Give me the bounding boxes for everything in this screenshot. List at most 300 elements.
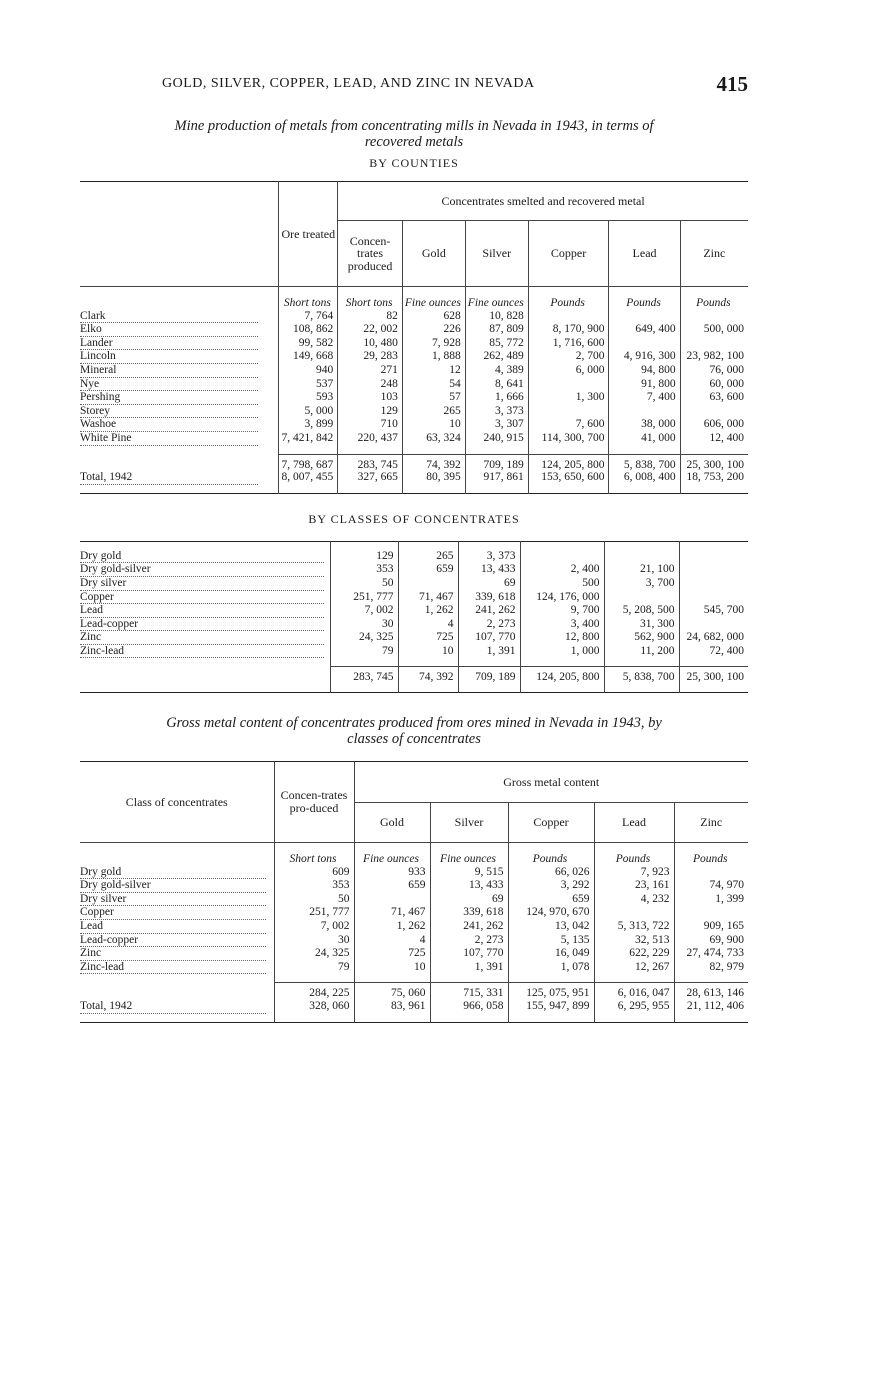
- document-page: [80, 72, 748, 1023]
- row-label: Storey: [80, 405, 258, 419]
- value-cell: 339, 618: [458, 591, 520, 605]
- value-cell: 1, 399: [674, 893, 748, 907]
- value-cell: 8, 641: [465, 378, 528, 392]
- row-label: Lander: [80, 337, 258, 351]
- value-cell: 283, 745: [338, 454, 403, 471]
- value-cell: 6, 295, 955: [594, 1000, 674, 1014]
- row-label: Mineral: [80, 364, 258, 378]
- value-cell: 1, 262: [354, 920, 430, 934]
- row-label: Copper: [80, 591, 324, 605]
- value-cell: 4, 232: [594, 893, 674, 907]
- table2-gross-metal-content: [80, 761, 748, 1023]
- value-cell: 241, 262: [458, 604, 520, 618]
- value-cell: 21, 112, 406: [674, 1000, 748, 1014]
- value-cell: [354, 893, 430, 907]
- row-label: Dry silver: [80, 893, 266, 907]
- value-cell: 75, 060: [354, 983, 430, 1000]
- value-cell: 7, 600: [528, 418, 609, 432]
- value-cell: 940: [279, 364, 338, 378]
- value-cell: 7, 928: [402, 337, 465, 351]
- value-cell: 5, 838, 700: [604, 667, 679, 684]
- value-cell: 25, 300, 100: [680, 454, 748, 471]
- value-cell: 241, 262: [430, 920, 508, 934]
- row-label: Clark: [80, 310, 258, 324]
- value-cell: 103: [338, 391, 403, 405]
- value-cell: 12, 800: [520, 631, 604, 645]
- unit-cell: Pounds: [594, 843, 674, 866]
- value-cell: 69: [430, 893, 508, 907]
- value-cell: 41, 000: [609, 432, 680, 446]
- value-cell: 54: [402, 378, 465, 392]
- unit-cell: Fine ounces: [430, 843, 508, 866]
- value-cell: [594, 906, 674, 920]
- table1-caption-line1: Mine production of metals from concentrating mills in Nevada in 1943, in terms of: [174, 118, 654, 134]
- value-cell: 709, 189: [458, 667, 520, 684]
- value-cell: 1, 078: [508, 961, 594, 975]
- value-cell: [679, 563, 748, 577]
- value-cell: 1, 391: [430, 961, 508, 975]
- value-cell: 2, 700: [528, 350, 609, 364]
- value-cell: 262, 489: [465, 350, 528, 364]
- value-cell: [528, 405, 609, 419]
- value-cell: 28, 613, 146: [674, 983, 748, 1000]
- value-cell: 107, 770: [430, 947, 508, 961]
- page-number: 415: [716, 72, 748, 96]
- unit-cell: Short tons: [338, 287, 403, 310]
- header-gold: Gold: [402, 221, 465, 287]
- value-cell: 74, 970: [674, 879, 748, 893]
- value-cell: 593: [279, 391, 338, 405]
- value-cell: 3, 899: [279, 418, 338, 432]
- value-cell: 149, 668: [279, 350, 338, 364]
- value-cell: 38, 000: [609, 418, 680, 432]
- table1-caption: [80, 118, 748, 150]
- value-cell: [609, 310, 680, 324]
- total-1942-row: [80, 471, 748, 485]
- value-cell: 94, 800: [609, 364, 680, 378]
- value-cell: [680, 310, 748, 324]
- class-rows: [80, 866, 748, 975]
- unit-cell: Pounds: [528, 287, 609, 310]
- value-cell: [398, 577, 458, 591]
- value-cell: 7, 923: [594, 866, 674, 880]
- row-label: Zinc-lead: [80, 961, 266, 975]
- table-row: [80, 337, 748, 351]
- row-label: Lincoln: [80, 350, 258, 364]
- value-cell: 1, 300: [528, 391, 609, 405]
- value-cell: 7, 400: [609, 391, 680, 405]
- value-cell: 353: [330, 563, 398, 577]
- value-cell: 4, 389: [465, 364, 528, 378]
- header-silver: Silver: [430, 803, 508, 843]
- header-group: Concentrates smelted and recovered metal: [338, 182, 748, 221]
- table2-total-row: [80, 983, 748, 1000]
- row-label: Nye: [80, 378, 258, 392]
- value-cell: 7, 764: [279, 310, 338, 324]
- header-zinc: Zinc: [680, 221, 748, 287]
- row-label: Lead: [80, 604, 324, 618]
- table1-by-counties: [80, 181, 748, 494]
- value-cell: 10: [354, 961, 430, 975]
- value-cell: [609, 337, 680, 351]
- unit-cell: Fine ounces: [465, 287, 528, 310]
- value-cell: 8, 007, 455: [279, 471, 338, 485]
- row-label: Copper: [80, 906, 266, 920]
- table-row: [80, 866, 748, 880]
- table2-caption: [80, 715, 748, 747]
- value-cell: 659: [508, 893, 594, 907]
- value-cell: 5, 000: [279, 405, 338, 419]
- value-cell: 5, 135: [508, 934, 594, 948]
- table-row: [80, 920, 748, 934]
- header-zinc: Zinc: [674, 803, 748, 843]
- value-cell: 226: [402, 323, 465, 337]
- table-row: [80, 364, 748, 378]
- value-cell: 966, 058: [430, 1000, 508, 1014]
- value-cell: 5, 313, 722: [594, 920, 674, 934]
- value-cell: 124, 205, 800: [520, 667, 604, 684]
- table-row: [80, 550, 748, 564]
- section-by-counties: BY COUNTIES: [369, 156, 459, 170]
- value-cell: 284, 225: [274, 983, 354, 1000]
- value-cell: 353: [274, 879, 354, 893]
- row-label: Lead: [80, 920, 266, 934]
- value-cell: 265: [398, 550, 458, 564]
- value-cell: 12, 400: [680, 432, 748, 446]
- value-cell: [604, 550, 679, 564]
- value-cell: 500: [520, 577, 604, 591]
- table-row: [80, 350, 748, 364]
- value-cell: 3, 373: [458, 550, 520, 564]
- value-cell: [680, 405, 748, 419]
- value-cell: 74, 392: [398, 667, 458, 684]
- value-cell: 114, 300, 700: [528, 432, 609, 446]
- value-cell: [674, 866, 748, 880]
- value-cell: 30: [330, 618, 398, 632]
- value-cell: 63, 600: [680, 391, 748, 405]
- value-cell: 60, 000: [680, 378, 748, 392]
- value-cell: [528, 378, 609, 392]
- table-row: [80, 577, 748, 591]
- value-cell: 107, 770: [458, 631, 520, 645]
- header-gross-metal-content: Gross metal content: [354, 762, 748, 803]
- table-row: [80, 604, 748, 618]
- county-total-row: [80, 454, 748, 471]
- row-label: Dry silver: [80, 577, 324, 591]
- value-cell: 265: [402, 405, 465, 419]
- value-cell: 659: [398, 563, 458, 577]
- table-row: [80, 405, 748, 419]
- table1-by-classes: [80, 541, 748, 693]
- table-row: [80, 645, 748, 659]
- value-cell: 29, 283: [338, 350, 403, 364]
- value-cell: [520, 550, 604, 564]
- value-cell: 25, 300, 100: [679, 667, 748, 684]
- value-cell: 82, 979: [674, 961, 748, 975]
- value-cell: 917, 861: [465, 471, 528, 485]
- table-row: [80, 618, 748, 632]
- running-title: GOLD, SILVER, COPPER, LEAD, AND ZINC IN NEVADA: [162, 76, 535, 91]
- value-cell: 328, 060: [274, 1000, 354, 1014]
- value-cell: 10: [402, 418, 465, 432]
- table-row: [80, 591, 748, 605]
- value-cell: 8, 170, 900: [528, 323, 609, 337]
- value-cell: 500, 000: [680, 323, 748, 337]
- value-cell: 659: [354, 879, 430, 893]
- value-cell: 9, 515: [430, 866, 508, 880]
- value-cell: 13, 433: [430, 879, 508, 893]
- value-cell: 13, 042: [508, 920, 594, 934]
- value-cell: 339, 618: [430, 906, 508, 920]
- table2-caption-line2: classes of concentrates: [347, 731, 481, 748]
- table-row: [80, 378, 748, 392]
- value-cell: 251, 777: [330, 591, 398, 605]
- value-cell: [679, 591, 748, 605]
- value-cell: 11, 200: [604, 645, 679, 659]
- value-cell: 10, 828: [465, 310, 528, 324]
- value-cell: 1, 666: [465, 391, 528, 405]
- value-cell: 2, 273: [430, 934, 508, 948]
- value-cell: 79: [330, 645, 398, 659]
- value-cell: 609: [274, 866, 354, 880]
- row-label: White Pine: [80, 432, 258, 446]
- header-concentrates-produced: Concen-trates pro-duced: [274, 762, 354, 843]
- value-cell: 79: [274, 961, 354, 975]
- value-cell: 4: [398, 618, 458, 632]
- value-cell: 240, 915: [465, 432, 528, 446]
- value-cell: 537: [279, 378, 338, 392]
- table-row: [80, 934, 748, 948]
- value-cell: 129: [330, 550, 398, 564]
- header-concentrates: Concen-trates produced: [338, 221, 403, 287]
- table-row: [80, 906, 748, 920]
- value-cell: 82: [338, 310, 403, 324]
- value-cell: 933: [354, 866, 430, 880]
- header-lead: Lead: [594, 803, 674, 843]
- value-cell: 220, 437: [338, 432, 403, 446]
- row-label: Dry gold: [80, 866, 266, 880]
- value-cell: [528, 310, 609, 324]
- row-label: Zinc: [80, 631, 324, 645]
- table-row: [80, 418, 748, 432]
- value-cell: 327, 665: [338, 471, 403, 485]
- units-row: [80, 843, 748, 866]
- value-cell: 24, 682, 000: [679, 631, 748, 645]
- value-cell: 99, 582: [279, 337, 338, 351]
- unit-cell: Short tons: [279, 287, 338, 310]
- value-cell: 1, 391: [458, 645, 520, 659]
- value-cell: 80, 395: [402, 471, 465, 485]
- row-label: Pershing: [80, 391, 258, 405]
- header-gold: Gold: [354, 803, 430, 843]
- value-cell: 129: [338, 405, 403, 419]
- header-class-of-concentrates: Class of concentrates: [80, 762, 274, 843]
- value-cell: 4: [354, 934, 430, 948]
- value-cell: 24, 325: [274, 947, 354, 961]
- value-cell: 69, 900: [674, 934, 748, 948]
- value-cell: 27, 474, 733: [674, 947, 748, 961]
- table2-total-1942-row: [80, 1000, 748, 1014]
- value-cell: 155, 947, 899: [508, 1000, 594, 1014]
- value-cell: 5, 838, 700: [609, 454, 680, 471]
- header-ore-treated: Ore treated: [279, 182, 338, 287]
- value-cell: 18, 753, 200: [680, 471, 748, 485]
- unit-cell: Short tons: [274, 843, 354, 866]
- value-cell: 3, 400: [520, 618, 604, 632]
- value-cell: 1, 888: [402, 350, 465, 364]
- table-row: [80, 947, 748, 961]
- header-lead: Lead: [609, 221, 680, 287]
- table1-caption-line2: recovered metals: [364, 134, 464, 150]
- value-cell: 6, 016, 047: [594, 983, 674, 1000]
- value-cell: 283, 745: [330, 667, 398, 684]
- row-label: Lead-copper: [80, 934, 266, 948]
- row-label: Elko: [80, 323, 258, 337]
- header-blank: [80, 182, 279, 287]
- value-cell: 628: [402, 310, 465, 324]
- value-cell: 6, 000: [528, 364, 609, 378]
- table-row: [80, 432, 748, 446]
- value-cell: 1, 716, 600: [528, 337, 609, 351]
- value-cell: 9, 700: [520, 604, 604, 618]
- value-cell: 72, 400: [679, 645, 748, 659]
- value-cell: 66, 026: [508, 866, 594, 880]
- value-cell: 3, 292: [508, 879, 594, 893]
- value-cell: 649, 400: [609, 323, 680, 337]
- value-cell: 725: [354, 947, 430, 961]
- table-row: [80, 323, 748, 337]
- section-by-classes: BY CLASSES OF CONCENTRATES: [308, 511, 520, 526]
- table2-caption-line1: Gross metal content of concentrates produced from ores mined in Nevada in 1943, by: [166, 715, 662, 732]
- table-row: [80, 893, 748, 907]
- page-header: [80, 72, 748, 104]
- value-cell: 715, 331: [430, 983, 508, 1000]
- value-cell: 22, 002: [338, 323, 403, 337]
- value-cell: 87, 809: [465, 323, 528, 337]
- value-cell: [679, 577, 748, 591]
- value-cell: 23, 982, 100: [680, 350, 748, 364]
- table-row: [80, 961, 748, 975]
- value-cell: 83, 961: [354, 1000, 430, 1014]
- value-cell: 7, 421, 842: [279, 432, 338, 446]
- value-cell: 545, 700: [679, 604, 748, 618]
- value-cell: [679, 550, 748, 564]
- value-cell: 124, 205, 800: [528, 454, 609, 471]
- value-cell: 562, 900: [604, 631, 679, 645]
- class-rows: [80, 550, 748, 659]
- value-cell: 71, 467: [354, 906, 430, 920]
- value-cell: 3, 700: [604, 577, 679, 591]
- value-cell: 251, 777: [274, 906, 354, 920]
- value-cell: 710: [338, 418, 403, 432]
- unit-cell: Pounds: [674, 843, 748, 866]
- unit-cell: Pounds: [609, 287, 680, 310]
- unit-cell: Pounds: [508, 843, 594, 866]
- value-cell: 153, 650, 600: [528, 471, 609, 485]
- value-cell: 1, 000: [520, 645, 604, 659]
- value-cell: 108, 862: [279, 323, 338, 337]
- value-cell: 10, 480: [338, 337, 403, 351]
- row-label: Total, 1942: [80, 1000, 266, 1014]
- value-cell: [674, 906, 748, 920]
- unit-cell: Fine ounces: [402, 287, 465, 310]
- row-label: Dry gold-silver: [80, 563, 324, 577]
- value-cell: 622, 229: [594, 947, 674, 961]
- row-label: Lead-copper: [80, 618, 324, 632]
- value-cell: 10: [398, 645, 458, 659]
- value-cell: 30: [274, 934, 354, 948]
- value-cell: 909, 165: [674, 920, 748, 934]
- value-cell: [679, 618, 748, 632]
- value-cell: [604, 591, 679, 605]
- value-cell: 71, 467: [398, 591, 458, 605]
- county-rows: [80, 310, 748, 446]
- value-cell: 12: [402, 364, 465, 378]
- value-cell: 4, 916, 300: [609, 350, 680, 364]
- table-row: [80, 563, 748, 577]
- row-label: Dry gold-silver: [80, 879, 266, 893]
- value-cell: 63, 324: [402, 432, 465, 446]
- class-total-row: [80, 667, 748, 684]
- header-copper: Copper: [508, 803, 594, 843]
- value-cell: 13, 433: [458, 563, 520, 577]
- value-cell: 31, 300: [604, 618, 679, 632]
- value-cell: 7, 002: [330, 604, 398, 618]
- value-cell: 124, 176, 000: [520, 591, 604, 605]
- value-cell: 7, 798, 687: [279, 454, 338, 471]
- header-copper: Copper: [528, 221, 609, 287]
- row-label: Zinc-lead: [80, 645, 324, 659]
- row-label: Washoe: [80, 418, 258, 432]
- value-cell: 709, 189: [465, 454, 528, 471]
- value-cell: 21, 100: [604, 563, 679, 577]
- value-cell: 124, 970, 670: [508, 906, 594, 920]
- row-label: Dry gold: [80, 550, 324, 564]
- value-cell: 74, 392: [402, 454, 465, 471]
- value-cell: 1, 262: [398, 604, 458, 618]
- value-cell: 606, 000: [680, 418, 748, 432]
- unit-cell: Fine ounces: [354, 843, 430, 866]
- value-cell: 271: [338, 364, 403, 378]
- value-cell: [609, 405, 680, 419]
- table-row: [80, 879, 748, 893]
- value-cell: [680, 337, 748, 351]
- value-cell: 125, 075, 951: [508, 983, 594, 1000]
- value-cell: 2, 273: [458, 618, 520, 632]
- value-cell: 57: [402, 391, 465, 405]
- value-cell: 69: [458, 577, 520, 591]
- row-label: Zinc: [80, 947, 266, 961]
- value-cell: 85, 772: [465, 337, 528, 351]
- value-cell: 3, 373: [465, 405, 528, 419]
- value-cell: 3, 307: [465, 418, 528, 432]
- value-cell: 91, 800: [609, 378, 680, 392]
- header-silver: Silver: [465, 221, 528, 287]
- table-row: [80, 631, 748, 645]
- value-cell: 32, 513: [594, 934, 674, 948]
- table-row: [80, 391, 748, 405]
- value-cell: 23, 161: [594, 879, 674, 893]
- units-row: [80, 287, 748, 310]
- value-cell: 6, 008, 400: [609, 471, 680, 485]
- value-cell: 50: [274, 893, 354, 907]
- value-cell: 5, 208, 500: [604, 604, 679, 618]
- unit-cell: Pounds: [680, 287, 748, 310]
- value-cell: 2, 400: [520, 563, 604, 577]
- value-cell: 76, 000: [680, 364, 748, 378]
- value-cell: 12, 267: [594, 961, 674, 975]
- row-label: Total, 1942: [80, 471, 258, 485]
